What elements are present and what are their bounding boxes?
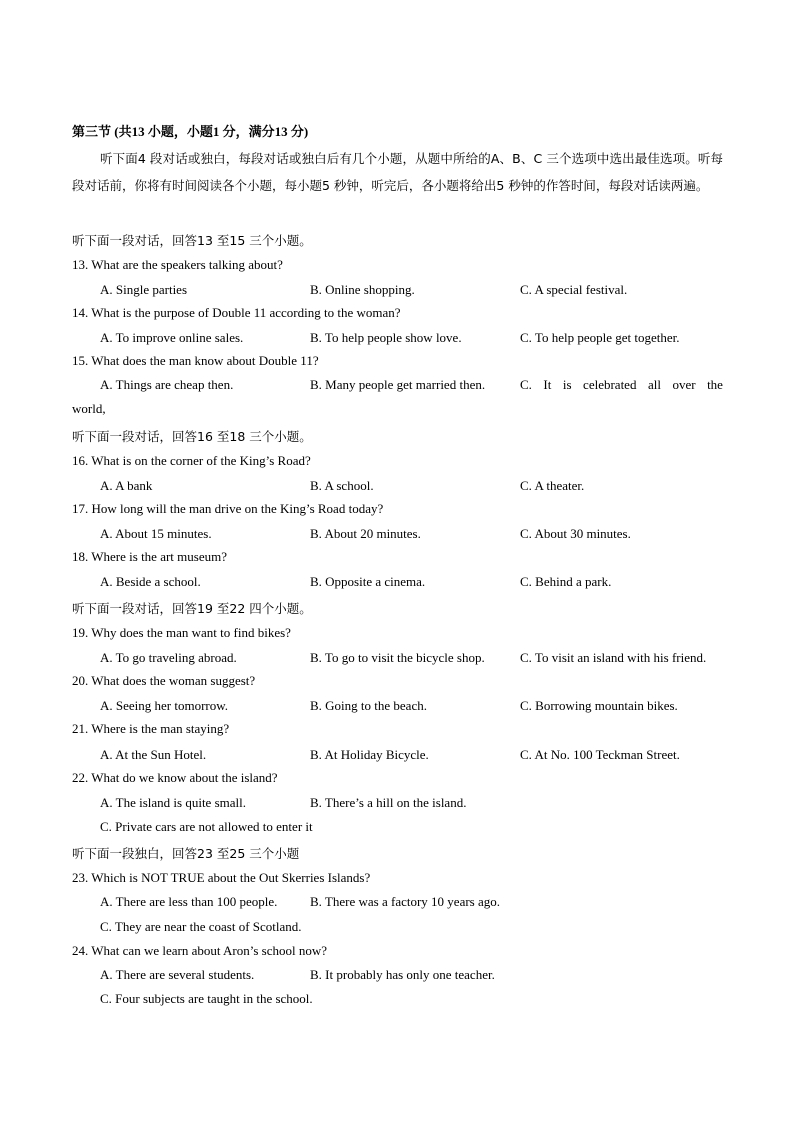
question-17-option-c: C. About 30 minutes.: [520, 526, 631, 541]
question-24-option-a: A. There are several students.: [100, 967, 255, 982]
question-21-stem: 21. Where is the man staying?: [72, 721, 230, 736]
question-19-option-b: B. To go to visit the bicycle shop.: [310, 650, 485, 665]
question-15-option-c-word: the: [707, 377, 723, 392]
question-24-option-b: B. It probably has only one teacher.: [310, 967, 495, 982]
question-15-option-c-word: C.: [520, 377, 532, 392]
question-20-option-c: C. Borrowing mountain bikes.: [520, 698, 678, 713]
question-20-option-b: B. Going to the beach.: [310, 698, 427, 713]
question-13-option-c: C. A special festival.: [520, 282, 628, 297]
question-19-stem: 19. Why does the man want to find bikes?: [72, 625, 291, 640]
question-15-option-b: B. Many people get married then.: [310, 377, 486, 392]
question-13-stem: 13. What are the speakers talking about?: [72, 257, 283, 272]
question-14-option-b: B. To help people show love.: [310, 330, 462, 345]
question-17-option-b: B. About 20 minutes.: [310, 526, 421, 541]
question-23-option-c: C. They are near the coast of Scotland.: [100, 919, 302, 934]
question-17-stem: 17. How long will the man drive on the King’s Road today?: [72, 501, 384, 516]
question-16-option-c: C. A theater.: [520, 478, 585, 493]
question-15-option-c-word: over: [672, 377, 696, 392]
question-22-option-a: A. The island is quite small.: [100, 795, 246, 810]
question-15-option-c-word: celebrated: [583, 377, 637, 392]
section-instructions: 听下面4 段对话或独白，每段对话或独白后有几个小题，从题中所给的A、B、C 三个选项中选出最佳选项。听每段对话前，你将有时间阅读各个小题，每小题5 秒钟，听完后，各小题将给出5 秒钟的作答时间，每段对话读两遍。: [72, 151, 723, 193]
question-23-option-a: A. There are less than 100 people.: [100, 894, 278, 909]
dialogue-heading-1: 听下面一段对话，回答13 至15 三个小题。: [72, 233, 312, 248]
question-21-option-b: B. At Holiday Bicycle.: [310, 747, 429, 762]
question-13-option-a: A. Single parties: [100, 282, 188, 297]
dialogue-heading-4: 听下面一段独白，回答23 至25 三个小题: [72, 846, 300, 861]
question-15-option-c-word: all: [647, 377, 661, 392]
question-22-stem: 22. What do we know about the island?: [72, 770, 278, 785]
question-15-option-c-continued: world,: [72, 401, 106, 416]
question-19-option-a: A. To go traveling abroad.: [100, 650, 237, 665]
question-14-option-c: C. To help people get together.: [520, 330, 680, 345]
question-16-stem: 16. What is on the corner of the King’s Road?: [72, 453, 311, 468]
question-14-stem: 14. What is the purpose of Double 11 according to the woman?: [72, 305, 401, 320]
question-14-option-a: A. To improve online sales.: [100, 330, 244, 345]
section-title: 第三节 (共13 小题，小题1 分，满分13 分): [72, 124, 309, 139]
question-21-option-a: A. At the Sun Hotel.: [100, 747, 207, 762]
question-22-option-b: B. There’s a hill on the island.: [310, 795, 467, 810]
question-15-option-c-word: is: [562, 377, 572, 392]
question-18-option-b: B. Opposite a cinema.: [310, 574, 426, 589]
question-15-stem: 15. What does the man know about Double 11?: [72, 353, 319, 368]
question-22-option-c: C. Private cars are not allowed to enter it: [100, 819, 313, 834]
question-18-stem: 18. Where is the art museum?: [72, 549, 227, 564]
dialogue-heading-2: 听下面一段对话，回答16 至18 三个小题。: [72, 429, 312, 444]
question-15-option-c: [520, 377, 723, 393]
question-16-option-a: A. A bank: [100, 478, 153, 493]
question-23-stem: 23. Which is NOT TRUE about the Out Skerries Islands?: [72, 870, 371, 885]
question-15-option-a: A. Things are cheap then.: [100, 377, 234, 392]
question-15-option-c-word: It: [543, 377, 552, 392]
question-18-option-c: C. Behind a park.: [520, 574, 612, 589]
question-18-option-a: A. Beside a school.: [100, 574, 201, 589]
question-20-option-a: A. Seeing her tomorrow.: [100, 698, 229, 713]
dialogue-heading-3: 听下面一段对话，回答19 至22 四个小题。: [72, 601, 312, 616]
question-24-option-c: C. Four subjects are taught in the school.: [100, 991, 313, 1006]
question-16-option-b: B. A school.: [310, 478, 374, 493]
question-23-option-b: B. There was a factory 10 years ago.: [310, 894, 500, 909]
question-20-stem: 20. What does the woman suggest?: [72, 673, 256, 688]
question-21-option-c: C. At No. 100 Teckman Street.: [520, 747, 680, 762]
question-13-option-b: B. Online shopping.: [310, 282, 415, 297]
question-17-option-a: A. About 15 minutes.: [100, 526, 212, 541]
question-24-stem: 24. What can we learn about Aron’s school now?: [72, 943, 327, 958]
question-19-option-c: C. To visit an island with his friend.: [520, 650, 707, 665]
